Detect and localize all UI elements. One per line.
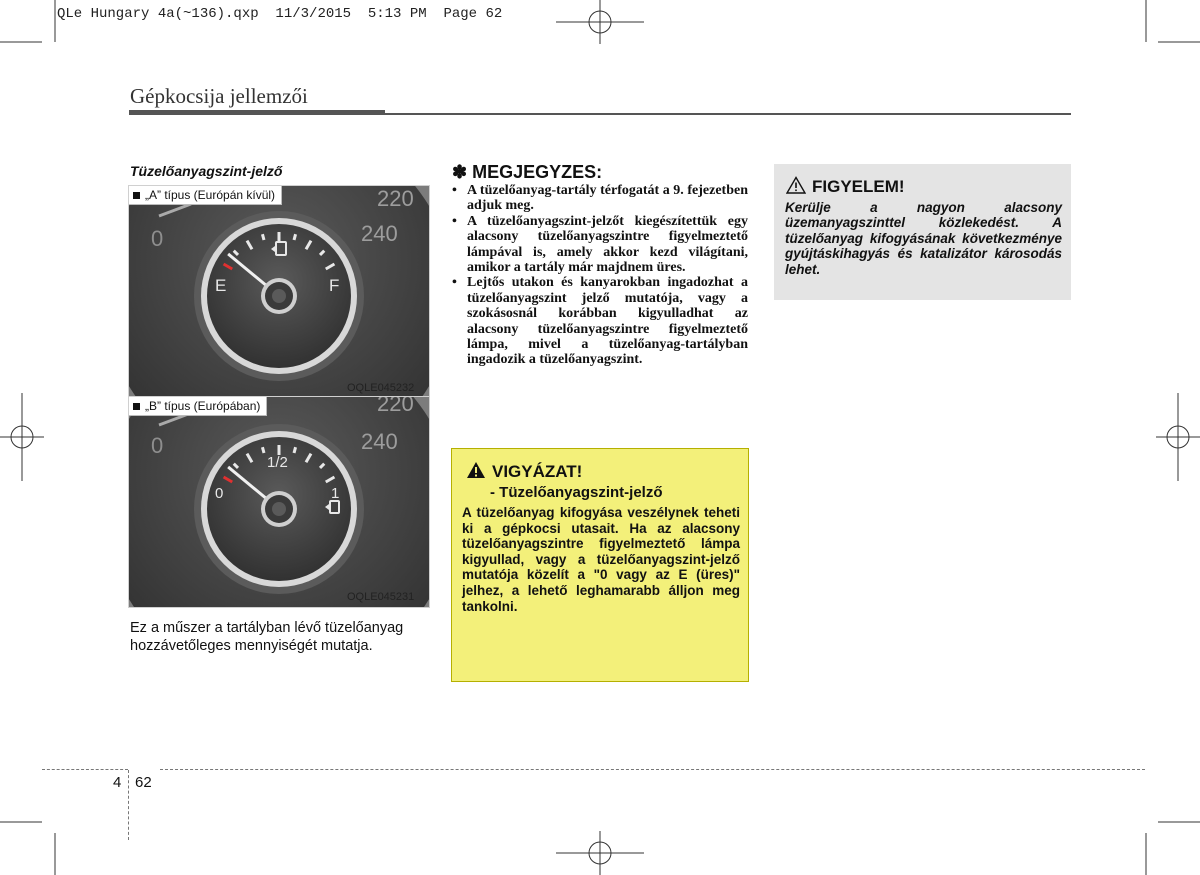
speed-label: 220: [377, 397, 414, 416]
speed-label: 220: [377, 186, 414, 211]
title-rule-thin: [385, 113, 1071, 115]
warning-triangle-icon: [466, 461, 486, 479]
section-title: Gépkocsija jellemzői: [130, 84, 308, 108]
caution-box: [451, 448, 749, 682]
note-list: [452, 183, 748, 368]
gauge-b-mid-mark: 1/2: [267, 454, 288, 471]
warning-title: [786, 176, 905, 197]
image-code-a: OQLE045232: [347, 382, 415, 394]
caution-subtitle: - Tüzelőanyagszint-jelző: [490, 484, 663, 501]
gauge-b-left-mark: 0: [215, 485, 224, 502]
warning-triangle-icon: [786, 176, 806, 194]
gauge-type-b-label-text: „B” típus (Európában): [145, 399, 261, 413]
gauge-type-a-label: [129, 186, 282, 205]
gauge-a-left-mark: E: [215, 276, 227, 295]
svg-text:0: 0: [151, 226, 164, 251]
gauge-a-right-mark: F: [329, 276, 340, 295]
fuel-gauge-a-illustration: [129, 186, 429, 396]
gauge-image-type-b: [128, 396, 430, 608]
page-number: 62: [135, 774, 152, 791]
list-item: • A tüzelőanyagszint-jelzőt kiegészítettük egy alacsony tüzelőanyagszintre figyelmeztető lámpával is, amely akkor kezd világítani, amikor a tartály már majdnem üres.: [452, 213, 748, 276]
footer-rule-left: [42, 769, 128, 770]
footer-vertical-rule: [128, 770, 129, 840]
gauge-tick: [262, 447, 264, 453]
gauge-tick: [262, 234, 264, 240]
warning-box: [774, 164, 1071, 300]
gauge-image-type-a: [128, 185, 430, 397]
svg-text:0: 0: [151, 433, 164, 458]
speed-label: 240: [361, 429, 398, 454]
title-rule: [129, 110, 385, 115]
caution-title: [466, 461, 582, 482]
gauge-b-right-mark: 1: [331, 485, 340, 502]
caution-text: A tüzelőanyag kifogyása veszélynek teheti ki a gépkocsi utasait. Ha az alacsony tüzelőanyagszintre figyelmeztető lámpa kigyullad, vagy a tüzelőanyagszint-jelző mutatója közelít a "0 vagy az E (üres)" jelhez, a lehető leghamarabb álljon meg tankolni.: [462, 505, 740, 614]
caution-title-text: VIGYÁZAT!: [492, 462, 583, 481]
image-code-b: OQLE045231: [347, 591, 415, 603]
fuel-gauge-description: Ez a műszer a tartályban lévő tüzelőanyag hozzávetőleges mennyiségét mutatja.: [130, 620, 404, 654]
speed-label: 240: [361, 221, 398, 246]
footer-rule-right: [160, 769, 1145, 770]
print-header: QLe Hungary 4a(~136).qxp 11/3/2015 5:13 PM Page 62: [57, 6, 503, 22]
chapter-number: 4: [113, 774, 122, 791]
gauge-type-a-label-text: „A” típus (Európán kívül): [145, 188, 276, 202]
gauge-tick: [294, 447, 296, 453]
warning-text: Kerülje a nagyon alacsony üzemanyagszinttel közlekedést. A tüzelőanyag kifogyásának következménye gyújtáskihagyás és katalizátor károsodás lehet.: [785, 200, 1062, 277]
fuel-gauge-b-illustration: [129, 397, 429, 607]
list-item: • A tüzelőanyag-tartály térfogatát a 9. fejezetben adjuk meg.: [452, 183, 748, 214]
gauge-type-b-label: [129, 397, 267, 416]
list-item: • Lejtős utakon és kanyarokban ingadozhat a tüzelőanyagszint jelző mutatója, vagy a szokásosnál korábban kigyulladhat az alacsony tüzelőanyagszintre figyelmeztető lámpa, mivel a tüzelőanyag-tartályban ingadozik a tüzelőanyagszint.: [452, 275, 748, 368]
fuel-gauge-subtitle: Tüzelőanyagszint-jelző: [130, 163, 283, 179]
note-title: ✽ MEGJEGYZES:: [452, 162, 603, 182]
warning-title-text: FIGYELEM!: [812, 177, 905, 196]
gauge-tick: [294, 234, 296, 240]
